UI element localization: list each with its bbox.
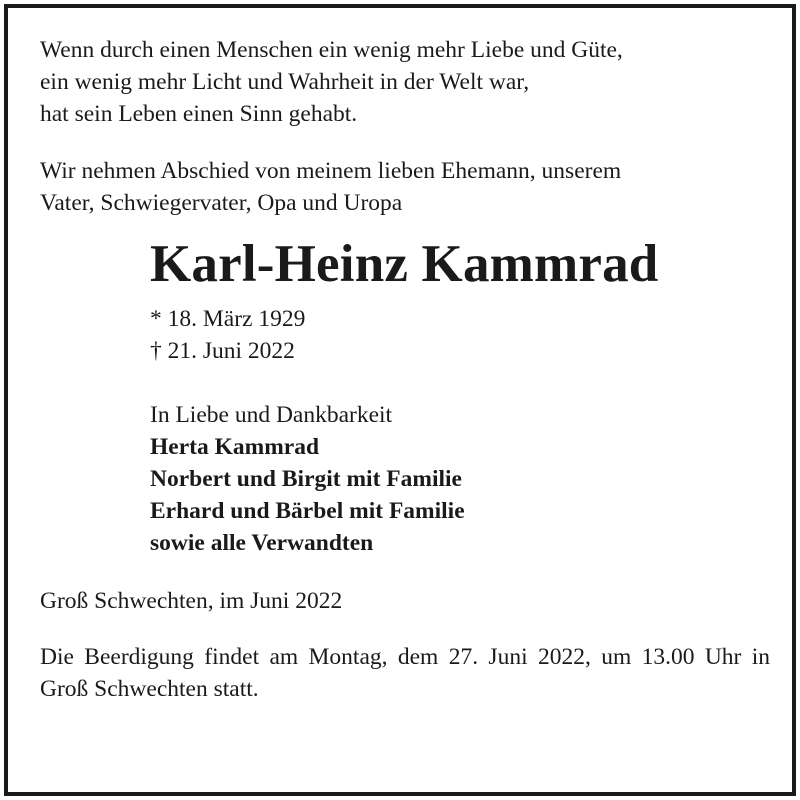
place-date — [40, 585, 770, 617]
signers-intro: In Liebe und Dankbarkeit — [150, 402, 393, 428]
birth-date: * 18. März 1929 — [150, 306, 306, 332]
intro-line: hat sein Leben einen Sinn gehabt. — [40, 101, 358, 127]
signers — [150, 399, 770, 559]
place-date-text: Groß Schwechten, im Juni 2022 — [40, 588, 343, 614]
signer-name: Erhard und Bärbel mit Familie — [150, 498, 465, 524]
funeral-notice-text: Die Beerdigung findet am Montag, dem 27. Juni 2022, um 13.00 Uhr in Groß Schwechten statt. — [40, 644, 770, 702]
intro-line: Wenn durch einen Menschen ein wenig mehr Liebe und Güte, — [40, 37, 623, 63]
signer-name: Herta Kammrad — [150, 434, 320, 460]
signer-name: sowie alle Verwandten — [150, 530, 374, 556]
farewell-line: Wir nehmen Abschied von meinem lieben Ehemann, unserem — [40, 158, 622, 184]
farewell-text — [40, 155, 770, 219]
signer-name: Norbert und Birgit mit Familie — [150, 466, 462, 492]
obituary-content — [40, 34, 770, 705]
obituary-notice — [4, 4, 796, 796]
death-date: † 21. Juni 2022 — [150, 338, 295, 364]
life-dates — [150, 303, 770, 367]
farewell-line: Vater, Schwiegervater, Opa und Uropa — [40, 190, 403, 216]
deceased-name: Karl-Heinz Kammrad — [150, 235, 659, 293]
intro-quote — [40, 34, 770, 130]
funeral-notice — [40, 641, 770, 705]
intro-line: ein wenig mehr Licht und Wahrheit in der Welt war, — [40, 69, 530, 95]
